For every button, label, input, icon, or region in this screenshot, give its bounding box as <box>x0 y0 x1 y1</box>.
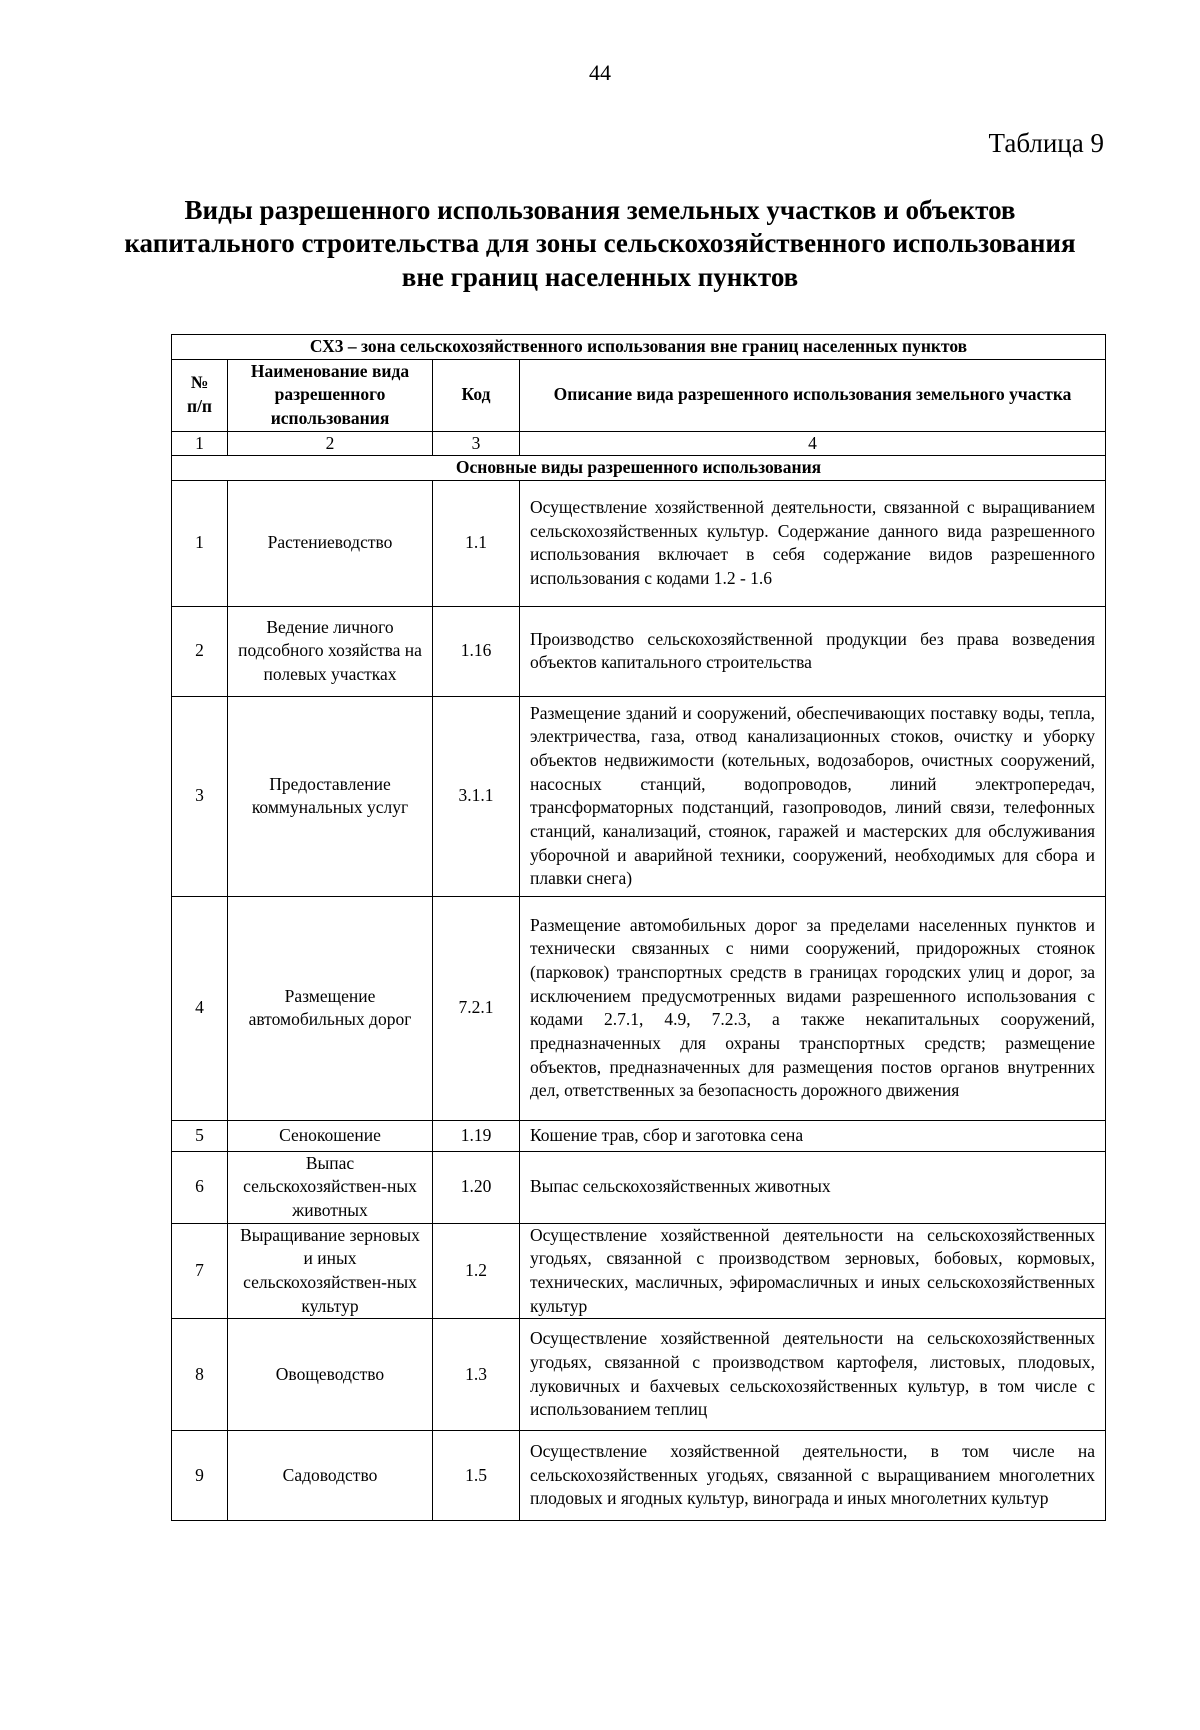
use-name: Ведение личного подсобного хозяйства на полевых участках <box>228 606 433 696</box>
use-code: 1.1 <box>433 480 520 606</box>
use-description: Размещение зданий и сооружений, обеспечивающих поставку воды, тепла, электричества, газа, отвод канализационных стоков, очистку и уборку объектов недвижимости (котельных, водозаборов, очистных сооружений, насосных станций, водопроводов, линий электропередач, трансформаторных подстанций, газопроводов, линий связи, телефонных станций, канализаций, стоянок, гаражей и мастерских для обслуживания уборочной и аварийной техники, сооружений, необходимых для сбора и плавки снега) <box>520 696 1106 896</box>
permitted-use-table <box>171 334 1106 1521</box>
use-code: 1.16 <box>433 606 520 696</box>
use-name: Садоводство <box>228 1431 433 1521</box>
table-row <box>172 606 1106 696</box>
table-row <box>172 1431 1106 1521</box>
table-row <box>172 696 1106 896</box>
use-description: Производство сельскохозяйственной продукции без права возведения объектов капитального строительства <box>520 606 1106 696</box>
table-row <box>172 896 1106 1120</box>
use-code: 3.1.1 <box>433 696 520 896</box>
use-description: Осуществление хозяйственной деятельности на сельскохозяйственных угодьях, связанной с производством зерновых, бобовых, кормовых, технических, масличных, эфиромасличных и иных сельскохозяйственных культур <box>520 1223 1106 1319</box>
use-code: 1.2 <box>433 1223 520 1319</box>
page-number: 44 <box>589 60 611 85</box>
use-name: Выпас сельскохозяйствен-ных животных <box>228 1151 433 1223</box>
section-title: Основные виды разрешенного использования <box>172 456 1106 481</box>
column-header-row <box>172 359 1106 431</box>
use-code: 1.20 <box>433 1151 520 1223</box>
use-code: 1.5 <box>433 1431 520 1521</box>
use-name: Выращивание зерновых и иных сельскохозяйствен-ных культур <box>228 1223 433 1319</box>
column-number: 1 <box>172 431 228 456</box>
zone-header: СХ3 – зона сельскохозяйственного использования вне границ населенных пунктов <box>172 335 1106 360</box>
table-row <box>172 1120 1106 1151</box>
row-number: 2 <box>172 606 228 696</box>
row-number: 4 <box>172 896 228 1120</box>
column-number: 2 <box>228 431 433 456</box>
use-code: 7.2.1 <box>433 896 520 1120</box>
use-description: Размещение автомобильных дорог за пределами населенных пунктов и технически связанных с ними сооружений, придорожных стоянок (парковок) транспортных средств в границах городских улиц и дорог, за исключением предусмотренных видами разрешенного использования с кодами 2.7.1, 4.9, 7.2.3, а также некапитальных сооружений, предназначенных для охраны транспортных средств; размещение объектов, предназначенных для размещения постов органов внутренних дел, ответственных за безопасность дорожного движения <box>520 896 1106 1120</box>
use-name: Предоставление коммунальных услуг <box>228 696 433 896</box>
row-number: 8 <box>172 1319 228 1431</box>
table-row <box>172 1151 1106 1223</box>
header-num: № п/п <box>172 359 228 431</box>
document-title: Виды разрешенного использования земельных участков и объектов капитального строительства для зоны сельскохозяйственного использования вне границ населенных пунктов <box>124 195 1076 292</box>
use-description: Кошение трав, сбор и заготовка сена <box>520 1120 1106 1151</box>
column-number-row <box>172 431 1106 456</box>
use-description: Осуществление хозяйственной деятельности, в том числе на сельскохозяйственных угодьях, связанной с выращиванием многолетних плодовых и ягодных культур, винограда и иных многолетних культур <box>520 1431 1106 1521</box>
use-name: Размещение автомобильных дорог <box>228 896 433 1120</box>
section-row <box>172 456 1106 481</box>
use-name: Овощеводство <box>228 1319 433 1431</box>
use-description: Осуществление хозяйственной деятельности на сельскохозяйственных угодьях, связанной с производством картофеля, листовых, плодовых, луковичных и бахчевых сельскохозяйственных культур, в том числе с использованием теплиц <box>520 1319 1106 1431</box>
header-name: Наименование вида разрешенного использования <box>228 359 433 431</box>
zone-header-row <box>172 335 1106 360</box>
use-name: Сенокошение <box>228 1120 433 1151</box>
row-number: 5 <box>172 1120 228 1151</box>
table-row <box>172 1223 1106 1319</box>
row-number: 3 <box>172 696 228 896</box>
column-number: 4 <box>520 431 1106 456</box>
use-name: Растениеводство <box>228 480 433 606</box>
row-number: 9 <box>172 1431 228 1521</box>
use-code: 1.19 <box>433 1120 520 1151</box>
table-row <box>172 1319 1106 1431</box>
table-row <box>172 480 1106 606</box>
use-code: 1.3 <box>433 1319 520 1431</box>
row-number: 7 <box>172 1223 228 1319</box>
use-description: Выпас сельскохозяйственных животных <box>520 1151 1106 1223</box>
table-label: Таблица 9 <box>988 128 1104 158</box>
use-description: Осуществление хозяйственной деятельности, связанной с выращиванием сельскохозяйственных культур. Содержание данного вида разрешенного использования включает в себя содержание видов разрешенного использования с кодами 1.2 - 1.6 <box>520 480 1106 606</box>
header-code: Код <box>433 359 520 431</box>
column-number: 3 <box>433 431 520 456</box>
header-desc: Описание вида разрешенного использования земельного участка <box>520 359 1106 431</box>
row-number: 1 <box>172 480 228 606</box>
row-number: 6 <box>172 1151 228 1223</box>
